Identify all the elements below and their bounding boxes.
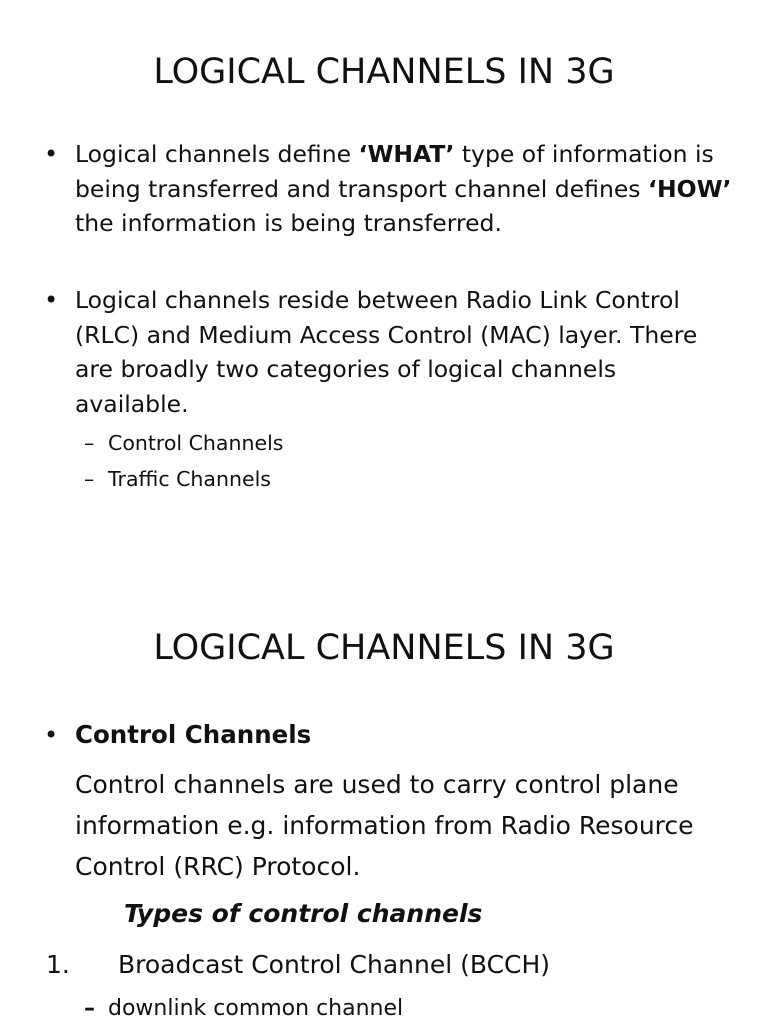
slide-title: LOGICAL CHANNELS IN 3G <box>153 628 615 668</box>
sub-item-traffic-channels <box>84 466 271 492</box>
dash-marker: – <box>84 467 95 491</box>
text-run: the information is being transferred. <box>75 209 502 237</box>
slide-2 <box>0 575 768 1024</box>
list-item-bcch <box>46 949 550 981</box>
bullet-marker: • <box>44 286 59 314</box>
sub-item-downlink <box>84 995 403 1023</box>
sub-item-label: Control Channels <box>108 431 284 455</box>
text-run: type of information is being transferred and transport channel defines <box>75 140 714 203</box>
list-item-label: Broadcast Control Channel (BCCH) <box>118 950 551 979</box>
dash-marker: – <box>84 996 95 1021</box>
sub-item-label: downlink common channel <box>108 996 404 1021</box>
bullet-marker: • <box>44 721 59 749</box>
bullet-marker: • <box>44 140 59 168</box>
bold-what: ‘WHAT’ <box>358 140 455 168</box>
slide-title: LOGICAL CHANNELS IN 3G <box>153 52 615 92</box>
bold-how: ‘HOW’ <box>648 174 732 203</box>
types-heading: Types of control channels <box>124 899 483 928</box>
bullet-text-rlc-mac: Logical channels reside between Radio Link Control (RLC) and Medium Access Control (MAC) layer. There are broadly two categories of logical channels available. <box>75 286 698 418</box>
sub-item-label: Traffic Channels <box>108 467 271 491</box>
list-number: 1. <box>46 950 70 979</box>
sub-item-control-channels <box>84 430 283 456</box>
dash-marker: – <box>84 431 95 455</box>
text-run: Logical channels define <box>75 140 359 168</box>
bullet-heading: Control Channels <box>75 720 312 749</box>
control-channels-description: Control channels are used to carry control plane information e.g. information from Radio Resource Control (RRC) Protocol. <box>75 770 694 881</box>
bullet-text-what-how <box>75 137 735 241</box>
